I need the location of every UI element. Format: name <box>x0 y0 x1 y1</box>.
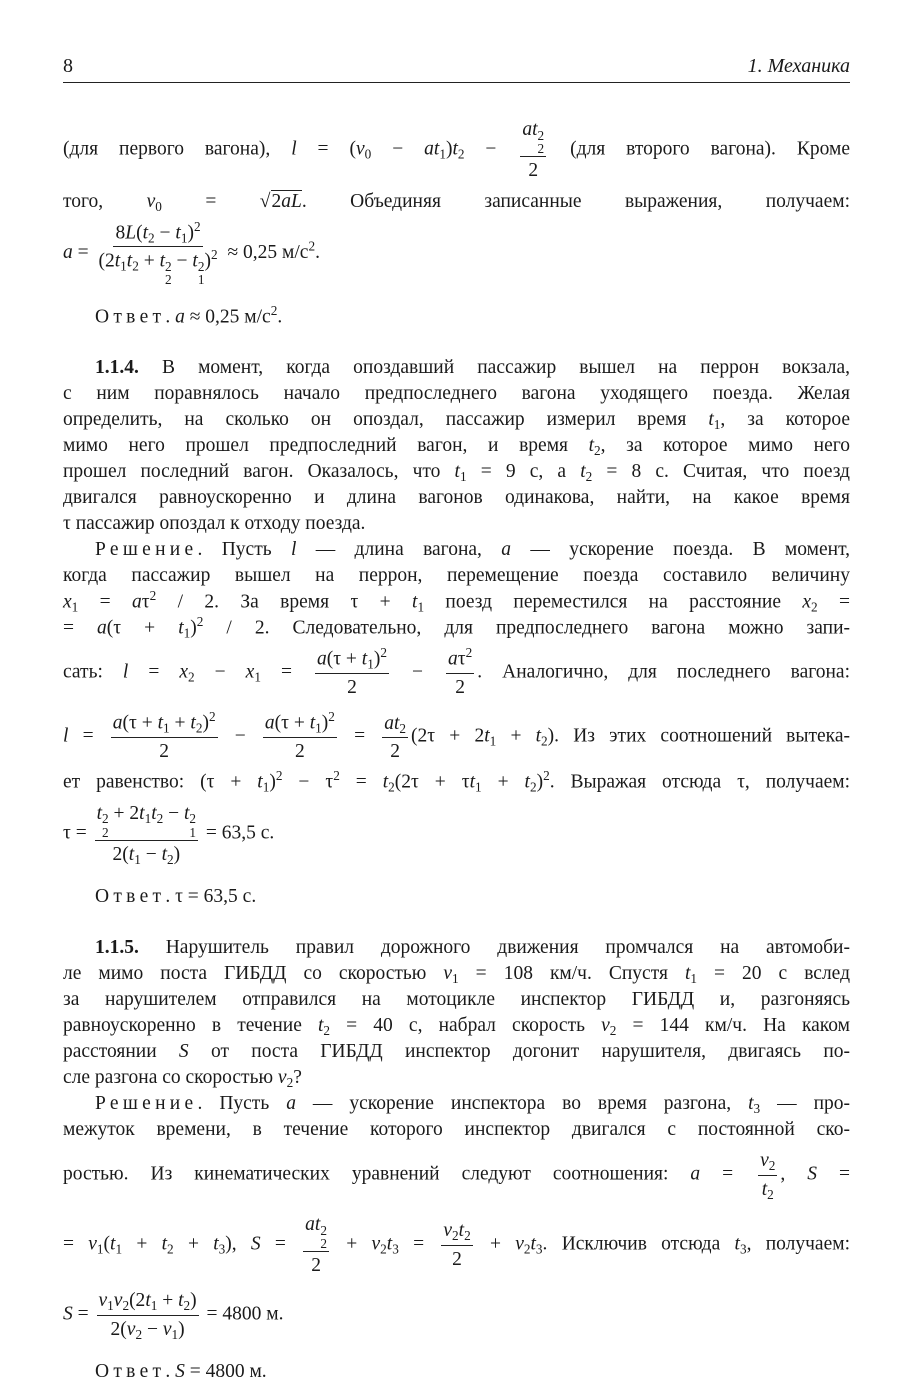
text-line: с ним поравнялось начало предпоследнего вагона уходящего поезда. Желая <box>63 382 850 404</box>
text-line: мимо него прошел предпоследний вагон, и время $t_2$, за которое мимо него <box>63 434 850 458</box>
answer-line: Ответ. S = 4800 м. <box>95 1361 267 1383</box>
text-line: расстоянии S от поста ГИБДД инспектор догонит нарушителя, двигаясь по- <box>63 1041 850 1063</box>
page-body <box>0 84 915 1385</box>
running-header <box>0 0 915 84</box>
text-line: сать: $l = x_2 - x_1$ = $\frac{a(\tau + t_1)^2}{2}$ − $\frac{a\tau^2}{2}$ . Аналогично, для последнего вагона: <box>63 645 851 699</box>
text-line: сле разгона со скоростью $v_2$? <box>63 1067 302 1091</box>
text-line: 1.1.4. В момент, когда опоздавший пассажир вышел на перрон вокзала, <box>95 356 850 378</box>
text-line: ет равенство: $(\tau + t_1)^2 - \tau^2 = t_2(2\tau + \tau t_1 + t_2)^2$. Выражая отсюда τ, получаем: <box>63 768 851 795</box>
text-line: S = $\frac{v_1v_2(2t_1 + t_2)}{2(v_2 - v_1)}$ = 4800 м. <box>63 1290 284 1342</box>
text-line: 1.1.5. Нарушитель правил дорожного движения промчался на автомоби- <box>95 937 850 959</box>
answer-line: Ответ. a ≈ 0,25 $м/с^2$. <box>95 302 283 327</box>
text-line: Решение. Пусть l — длина вагона, a — ускорение поезда. В момент, <box>95 538 851 560</box>
text-line: межуток времени, в течение которого инспектор двигался с постоянной ско- <box>63 1119 850 1141</box>
page-number: 8 <box>63 55 73 77</box>
text-line: за нарушителем отправился на мотоцикле инспектор ГИБДД и, разгоняясь <box>63 989 850 1011</box>
text-line: = $v_1(t_1 + t_2 + t_3)$, S = at 2 2 2 + $v_2t_3$ = $\frac{v_2t_2}{2}$ + $v_2t_3$. Исключив отсюда $t_3$, получаем: <box>63 1213 850 1277</box>
text-line: когда пассажир вышел на перрон, перемещение поезда составило величину <box>63 564 850 586</box>
text-line: = $a(\tau + t_1)^2 / 2$. Следовательно, для предпоследнего вагона можно запи- <box>63 614 851 641</box>
text-line: двигался равноускоренно и длина вагонов одинакова, найти, на какое время <box>63 486 850 508</box>
answer-line: Ответ. τ = 63,5 с. <box>95 886 257 908</box>
text-line: равноускоренно в течение $t_2 = 40$ с, набрал скорость $v_2 = 144$ км/ч. На каком <box>63 1015 850 1039</box>
text-line: ле мимо поста ГИБДД со скоростью $v_1 = 108$ км/ч. Спустя $t_1 = 20$ с вслед <box>63 963 851 987</box>
text-line: τ пассажир опоздал к отходу поезда. <box>63 512 366 534</box>
text-line: прошел последний вагон. Оказалось, что $t_1 = 9$ с, а $t_2 = 8$ с. Считая, что поезд <box>63 460 850 484</box>
text-line: l = $\frac{a(\tau + t_1 + t_2)^2}{2}$ − $\frac{a(\tau + t_1)^2}{2}$ = $\frac{at_2}{2}$ $(2\tau + 2t_1 + t_2)$. Из этих соотношений вытека- <box>63 709 850 763</box>
text-line: ростью. Из кинематических уравнений следуют соотношения: a = $\frac{v_2}{t_2}$ , S = <box>63 1150 851 1202</box>
text-line: того, $v_0 = √2aL$. Объединяя записанные выражения, получаем: <box>63 190 851 214</box>
text-line: a = $8L(t_2 - t_1)^2$ ($2t_1t_2 + t$ 2 2 − t 2 1 )$^2$ ≈ 0,25 $м/с^2$. <box>63 218 320 288</box>
text-line: (для первого вагона), $l = (v_0 - at_1)t_2$ − at 2 2 2 (для второго вагона). Кроме <box>63 119 850 182</box>
text-line: τ = t 2 2 + $2t_1t_2 - t$ 2 1 $2(t_1 - t_2)$ = 63,5 с. <box>63 802 275 867</box>
text-line: $x_1 = a\tau^2 / 2$. За время $\tau + t_1$ поезд переместился на расстояние $x_2$ = <box>63 587 851 615</box>
text-line: определить, на сколько он опоздал, пассажир измерил время $t_1$, за которое <box>63 408 850 432</box>
text-line: Решение. Пусть a — ускорение инспектора во время разгона, $t_3$ — про- <box>95 1093 851 1117</box>
running-header-chapter: 1. Механика <box>747 55 850 77</box>
header-rule <box>63 82 850 83</box>
